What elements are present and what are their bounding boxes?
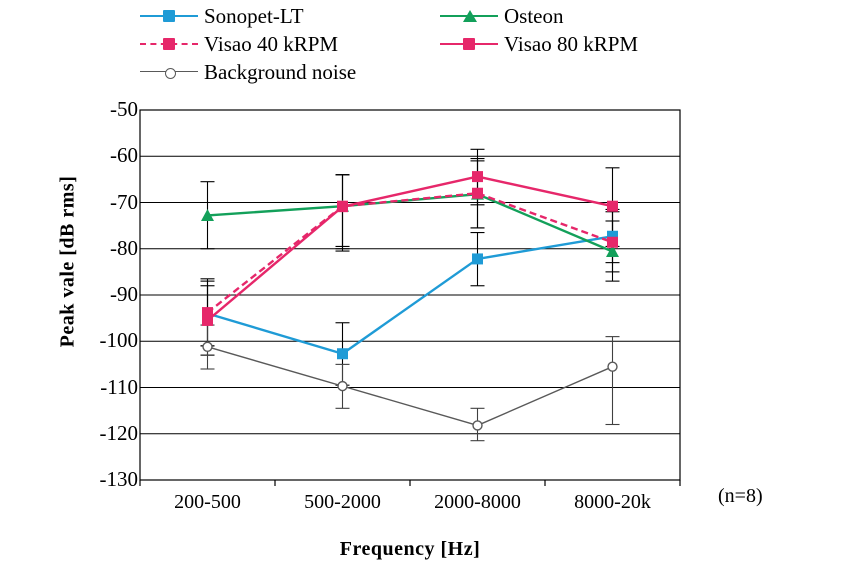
y-tick-label: -60 [110,143,138,168]
legend-label-visao-40: Visao 40 kRPM [204,32,339,56]
x-tick-label: 2000-8000 [434,491,521,513]
legend-item-background-noise [140,58,440,86]
legend-label-osteon: Osteon [504,4,564,28]
legend-row-1 [140,2,740,30]
y-tick-label: -80 [110,235,138,260]
y-tick-label: -90 [110,282,138,306]
y-tick-label: -70 [110,189,138,214]
y-tick-label: -50 [110,97,138,121]
plot-area [0,97,850,560]
x-tick-label: 8000-20k [574,491,651,513]
legend-label-visao-80: Visao 80 kRPM [504,32,639,56]
legend-label-background-noise: Background noise [204,60,357,84]
chart-legend [140,2,740,86]
legend-key-visao-80-icon [440,34,498,54]
y-tick-label: -120 [99,420,138,445]
x-tick-label: 500-2000 [304,491,381,513]
legend-key-background-noise-icon [140,62,198,82]
legend-key-osteon-icon [440,6,498,26]
y-axis-tick-labels [78,97,138,491]
y-axis-title: Peak vale [dB rms] [56,175,79,348]
legend-item-osteon [440,2,564,30]
sample-size-note: (n=8) [718,485,763,507]
legend-key-sonopet-lt-icon [140,6,198,26]
legend-row-3 [140,58,740,86]
y-tick-label: -100 [99,328,138,353]
x-tick-label: 200-500 [174,491,241,513]
legend-key-visao-40-icon [140,34,198,54]
x-axis-title: Frequency [Hz] [339,538,481,560]
legend-item-visao-80 [440,30,638,58]
y-tick-label: -110 [100,374,138,399]
legend-label-sonopet-lt: Sonopet-LT [204,4,304,28]
y-tick-label: -130 [99,467,138,491]
legend-row-2 [140,30,740,58]
legend-item-sonopet-lt [140,2,440,30]
legend-item-visao-40 [140,30,440,58]
